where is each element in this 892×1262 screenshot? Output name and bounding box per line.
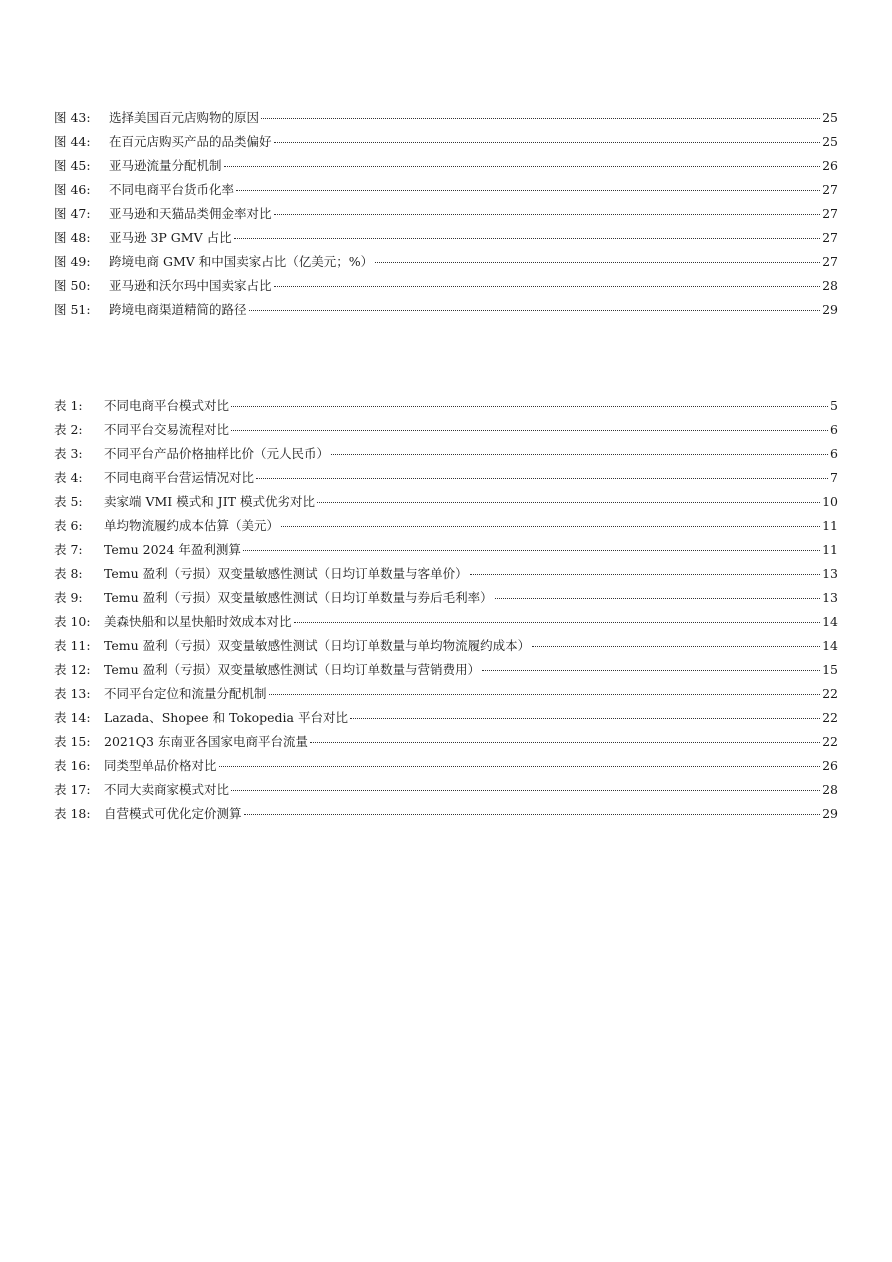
figure-entry-title: 跨境电商 GMV 和中国卖家占比（亿美元；%）	[109, 254, 374, 269]
figure-entry-label: 图 50:	[54, 278, 91, 293]
figure-entry-page-number: 27	[822, 254, 838, 269]
figure-entry[interactable]	[54, 108, 838, 132]
table-entry[interactable]	[54, 444, 838, 468]
table-entry-label: 表 3:	[54, 446, 83, 461]
table-entry-title: Temu 2024 年盈利测算	[104, 542, 241, 557]
figure-entry[interactable]	[54, 300, 838, 324]
dot-leader	[219, 766, 821, 767]
figure-entry-page-number: 27	[822, 182, 838, 197]
table-entry-label: 表 15:	[54, 734, 91, 749]
table-entry-title: 不同大卖商家模式对比	[104, 782, 230, 797]
dot-leader	[375, 262, 820, 263]
figure-entry-label: 图 46:	[54, 182, 91, 197]
table-entry[interactable]	[54, 708, 838, 732]
dot-leader	[269, 694, 821, 695]
table-entry-title: 美森快船和以星快船时效成本对比	[104, 614, 292, 629]
figure-entry-title: 亚马逊和沃尔玛中国卖家占比	[109, 278, 272, 293]
figure-entry-page-number: 25	[822, 134, 838, 149]
table-entry-label: 表 13:	[54, 686, 91, 701]
dot-leader	[274, 142, 821, 143]
table-entry-page-number: 11	[822, 518, 838, 533]
dot-leader	[350, 718, 820, 719]
table-entry-label: 表 4:	[54, 470, 83, 485]
table-entry-page-number: 5	[830, 398, 838, 413]
table-entry-title: 2021Q3 东南亚各国家电商平台流量	[104, 734, 308, 749]
table-entry-page-number: 28	[822, 782, 838, 797]
table-entry[interactable]	[54, 516, 838, 540]
figure-entry-title: 亚马逊和天猫品类佣金率对比	[109, 206, 272, 221]
dot-leader	[331, 454, 828, 455]
table-entry-title: Temu 盈利（亏损）双变量敏感性测试（日均订单数量与券后毛利率）	[104, 590, 493, 605]
figure-entry-label: 图 49:	[54, 254, 91, 269]
table-entry-page-number: 22	[822, 710, 838, 725]
table-entry-label: 表 16:	[54, 758, 91, 773]
figure-entry[interactable]	[54, 132, 838, 156]
figure-entry[interactable]	[54, 180, 838, 204]
dot-leader	[281, 526, 820, 527]
dot-leader	[249, 310, 821, 311]
table-entry[interactable]	[54, 660, 838, 684]
dot-leader	[256, 478, 828, 479]
table-entry-title: 单均物流履约成本估算（美元）	[104, 518, 280, 533]
figure-entry[interactable]	[54, 156, 838, 180]
table-entry-title: 不同平台产品价格抽样比价（元人民币）	[104, 446, 330, 461]
table-entry-page-number: 6	[830, 446, 838, 461]
dot-leader	[236, 190, 820, 191]
table-entry[interactable]	[54, 732, 838, 756]
table-entry-page-number: 11	[822, 542, 838, 557]
figure-entry-title: 在百元店购买产品的品类偏好	[109, 134, 272, 149]
table-entry-page-number: 14	[822, 614, 838, 629]
table-entry[interactable]	[54, 396, 838, 420]
table-entry-title: 卖家端 VMI 模式和 JIT 模式优劣对比	[104, 494, 315, 509]
table-entry-page-number: 22	[822, 734, 838, 749]
figure-entry[interactable]	[54, 228, 838, 252]
figure-entry-title: 跨境电商渠道精简的路径	[109, 302, 247, 317]
table-entry-title: 不同平台交易流程对比	[104, 422, 230, 437]
dot-leader	[231, 406, 828, 407]
figure-entry-label: 图 48:	[54, 230, 91, 245]
table-entry[interactable]	[54, 564, 838, 588]
dot-leader	[261, 118, 820, 119]
table-entry-page-number: 7	[830, 470, 838, 485]
dot-leader	[470, 574, 820, 575]
dot-leader	[224, 166, 821, 167]
figure-entry-label: 图 47:	[54, 206, 91, 221]
table-entry[interactable]	[54, 684, 838, 708]
table-entry-title: 不同电商平台营运情况对比	[104, 470, 255, 485]
dot-leader	[231, 430, 828, 431]
table-entry-title: 不同电商平台模式对比	[104, 398, 230, 413]
table-entry-page-number: 29	[822, 806, 838, 821]
table-entry[interactable]	[54, 780, 838, 804]
dot-leader	[482, 670, 820, 671]
figure-entry-page-number: 27	[822, 230, 838, 245]
table-entry[interactable]	[54, 492, 838, 516]
dot-leader	[274, 214, 821, 215]
table-entry[interactable]	[54, 540, 838, 564]
dot-leader	[317, 502, 820, 503]
figure-entry[interactable]	[54, 252, 838, 276]
table-entry-title: 自营模式可优化定价测算	[104, 806, 242, 821]
table-entry-label: 表 14:	[54, 710, 91, 725]
table-entry-label: 表 1:	[54, 398, 83, 413]
figure-entry-title: 亚马逊 3P GMV 占比	[109, 230, 232, 245]
table-entry-label: 表 10:	[54, 614, 91, 629]
figure-entry-page-number: 26	[822, 158, 838, 173]
figure-entry-page-number: 25	[822, 110, 838, 125]
figure-entry-title: 亚马逊流量分配机制	[109, 158, 222, 173]
dot-leader	[294, 622, 821, 623]
table-list	[54, 396, 838, 828]
table-entry-label: 表 18:	[54, 806, 91, 821]
table-entry-label: 表 9:	[54, 590, 83, 605]
figure-entry-label: 图 44:	[54, 134, 91, 149]
table-entry-title: Temu 盈利（亏损）双变量敏感性测试（日均订单数量与单均物流履约成本）	[104, 638, 531, 653]
dot-leader	[495, 598, 820, 599]
table-entry-page-number: 22	[822, 686, 838, 701]
table-entry-title: Temu 盈利（亏损）双变量敏感性测试（日均订单数量与营销费用）	[104, 662, 481, 677]
table-entry-page-number: 26	[822, 758, 838, 773]
table-entry-title: 不同平台定位和流量分配机制	[104, 686, 267, 701]
dot-leader	[243, 550, 820, 551]
table-entry[interactable]	[54, 468, 838, 492]
table-entry-page-number: 10	[822, 494, 838, 509]
table-entry[interactable]	[54, 420, 838, 444]
figure-entry-title: 选择美国百元店购物的原因	[109, 110, 260, 125]
table-entry[interactable]	[54, 756, 838, 780]
figure-entry[interactable]	[54, 276, 838, 300]
table-entry[interactable]	[54, 588, 838, 612]
figure-entry-label: 图 51:	[54, 302, 91, 317]
table-entry-title: 同类型单品价格对比	[104, 758, 217, 773]
table-entry[interactable]	[54, 612, 838, 636]
table-entry-title: Lazada、Shopee 和 Tokopedia 平台对比	[104, 710, 348, 725]
dot-leader	[274, 286, 821, 287]
dot-leader	[234, 238, 820, 239]
table-entry-page-number: 13	[822, 566, 838, 581]
figure-entry-page-number: 27	[822, 206, 838, 221]
table-entry[interactable]	[54, 636, 838, 660]
table-entry-label: 表 2:	[54, 422, 83, 437]
table-entry-label: 表 6:	[54, 518, 83, 533]
figure-entry-page-number: 29	[822, 302, 838, 317]
table-entry[interactable]	[54, 804, 838, 828]
figure-entry-page-number: 28	[822, 278, 838, 293]
table-entry-page-number: 13	[822, 590, 838, 605]
table-entry-page-number: 6	[830, 422, 838, 437]
figure-entry[interactable]	[54, 204, 838, 228]
table-entry-label: 表 12:	[54, 662, 91, 677]
table-entry-page-number: 15	[822, 662, 838, 677]
dot-leader	[532, 646, 820, 647]
table-entry-label: 表 11:	[54, 638, 91, 653]
dot-leader	[244, 814, 821, 815]
table-entry-page-number: 14	[822, 638, 838, 653]
figure-list	[54, 108, 838, 324]
dot-leader	[310, 742, 820, 743]
dot-leader	[231, 790, 820, 791]
table-entry-label: 表 8:	[54, 566, 83, 581]
figure-entry-title: 不同电商平台货币化率	[109, 182, 235, 197]
table-entry-label: 表 17:	[54, 782, 91, 797]
figure-entry-label: 图 45:	[54, 158, 91, 173]
figure-entry-label: 图 43:	[54, 110, 91, 125]
table-entry-label: 表 7:	[54, 542, 83, 557]
table-entry-label: 表 5:	[54, 494, 83, 509]
table-entry-title: Temu 盈利（亏损）双变量敏感性测试（日均订单数量与客单价）	[104, 566, 468, 581]
